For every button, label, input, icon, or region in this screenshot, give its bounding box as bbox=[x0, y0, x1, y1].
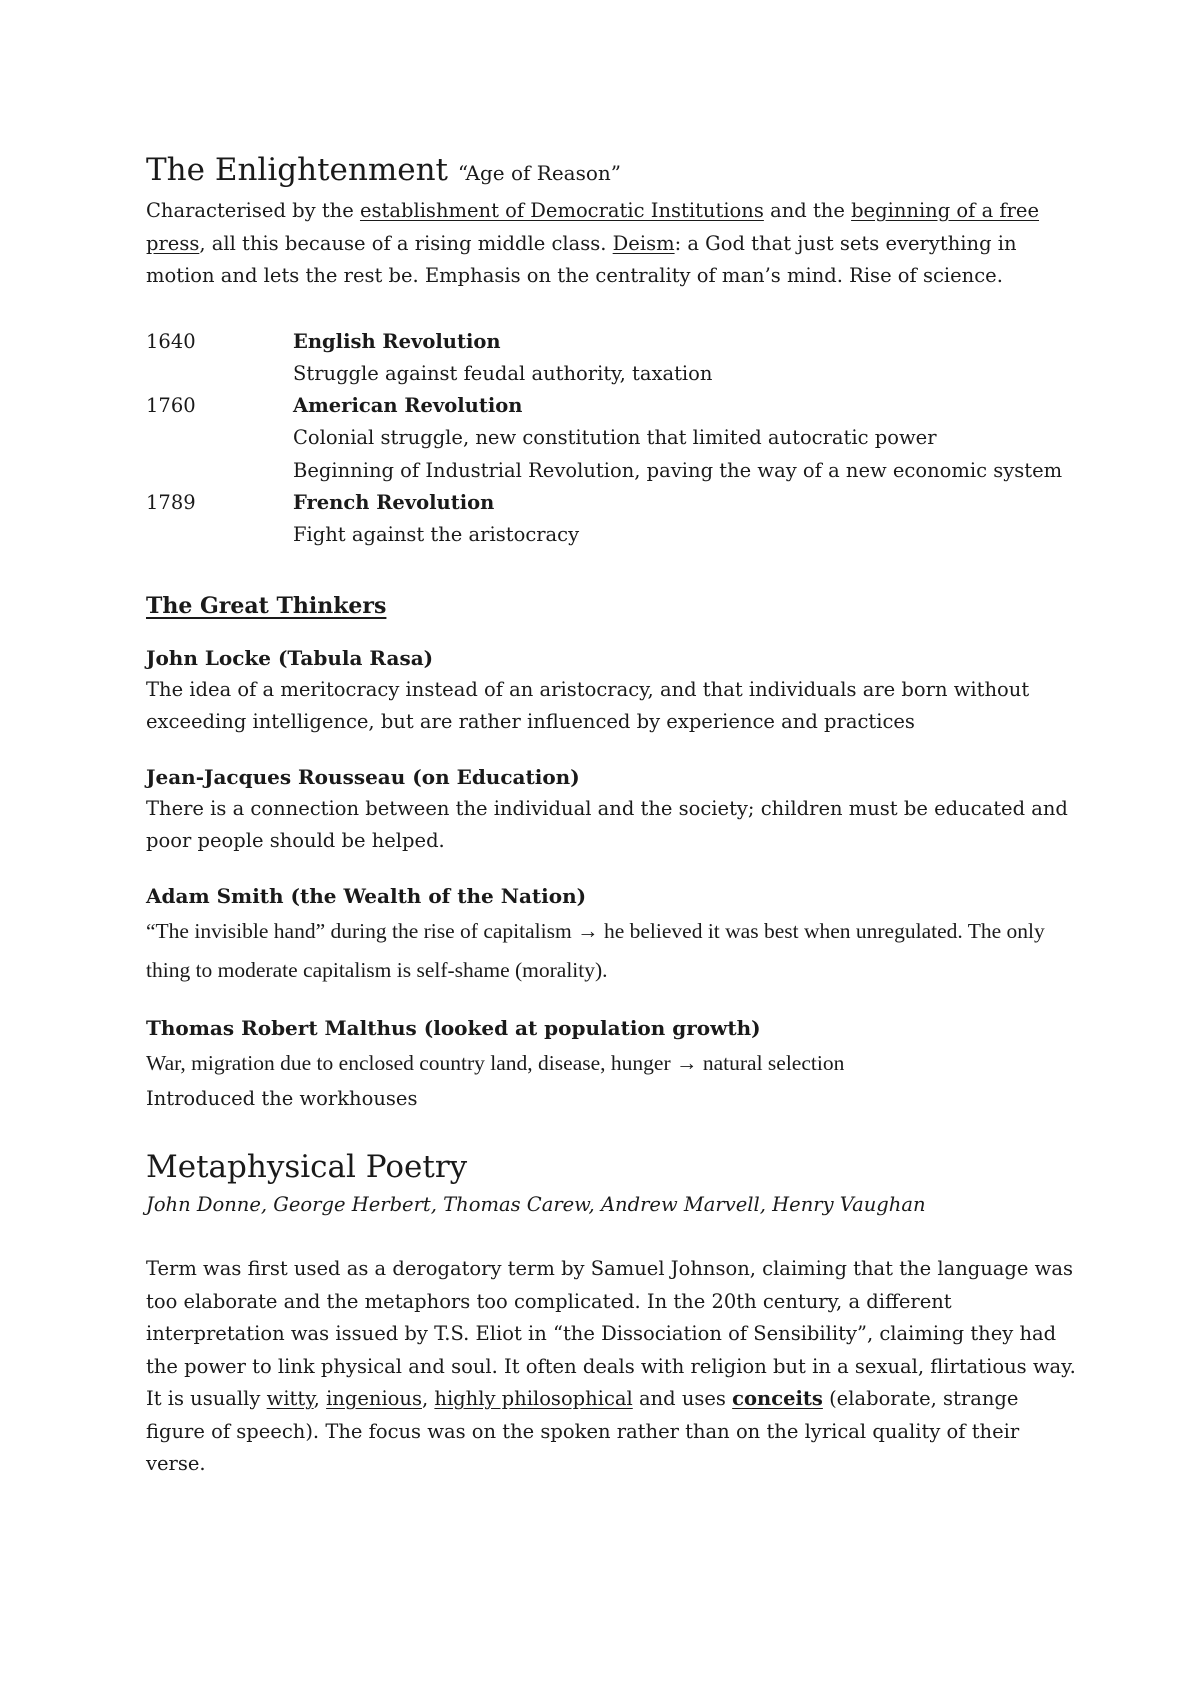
thinker-name-smith: Adam Smith (the Wealth of the Nation) bbox=[146, 883, 587, 908]
enlightenment-subtitle: “Age of Reason” bbox=[457, 161, 621, 185]
timeline-detail: Struggle against feudal authority, taxation bbox=[293, 361, 713, 385]
timeline-row bbox=[146, 455, 1076, 487]
meta-underline-philosophical: highly philosophical bbox=[434, 1387, 633, 1411]
timeline-row bbox=[146, 519, 1076, 551]
thinker-text-malthus-2: Introduced the workhouses bbox=[146, 1086, 418, 1110]
meta-text-1: Term was first used as a derogatory term by Samuel Johnson, claiming that the language was too elaborate and the metaphors too complicated. In the 20th century, a different interpretation was issued by T.S. Eliot in “the Dissociation of Sensibility”, claiming they had the power to link physical and soul. It often deals with religion but in a sexual, flirtatious way. It is usually bbox=[146, 1257, 1076, 1411]
timeline-detail: Beginning of Industrial Revolution, paving the way of a new economic system bbox=[293, 458, 1063, 482]
thinker-text-smith: “The invisible hand” during the rise of capitalism → he believed it was best when unregulated. The only thing to moderate capitalism is self-shame (morality). bbox=[146, 918, 1045, 982]
enlightenment-title: The Enlightenment bbox=[146, 152, 449, 188]
metaphysical-paragraph bbox=[146, 1253, 1076, 1481]
thinker-name-locke: John Locke (Tabula Rasa) bbox=[146, 645, 434, 670]
intro-underline-free-press: beginning of a free press bbox=[146, 199, 1040, 255]
timeline-row bbox=[146, 358, 1076, 390]
thinker-name-malthus: Thomas Robert Malthus (looked at population growth) bbox=[146, 1015, 761, 1040]
timeline-year: 1640 bbox=[146, 329, 196, 353]
metaphysical-poetry-heading: Metaphysical Poetry bbox=[146, 1149, 468, 1186]
metaphysical-authors: John Donne, George Herbert, Thomas Carew, Andrew Marvell, Henry Vaughan bbox=[146, 1193, 926, 1217]
timeline-detail: Colonial struggle, new constitution that limited autocratic power bbox=[293, 426, 937, 450]
timeline-event: French Revolution bbox=[293, 490, 495, 514]
thinker-text-locke: The idea of a meritocracy instead of an aristocracy, and that individuals are born without exceeding intelligence, but are rather influenced by experience and practices bbox=[146, 677, 1030, 734]
paragraph-spacer bbox=[146, 1221, 1076, 1253]
intro-text-3: , all this because of a rising middle class. bbox=[199, 231, 613, 255]
timeline-event: English Revolution bbox=[293, 329, 501, 353]
meta-text-4: and uses bbox=[632, 1387, 733, 1411]
intro-underline-democratic: establishment of Democratic Institutions bbox=[359, 199, 764, 222]
document-page bbox=[146, 148, 1076, 1481]
timeline-row bbox=[146, 487, 1076, 519]
meta-text-2: , bbox=[313, 1387, 327, 1411]
meta-underline-ingenious: ingenious bbox=[326, 1387, 422, 1411]
enlightenment-heading bbox=[146, 148, 1076, 195]
timeline-row bbox=[146, 422, 1076, 454]
thinker-name-rousseau: Jean-Jacques Rousseau (on Education) bbox=[146, 764, 580, 789]
meta-text-3: , bbox=[421, 1387, 435, 1411]
intro-text-4: : a God that just sets everything in motion and lets the rest be. Emphasis on the centrality of man’s mind. Rise of science. bbox=[146, 231, 1017, 287]
enlightenment-intro bbox=[146, 195, 1076, 293]
timeline-row bbox=[146, 390, 1076, 422]
meta-underline-conceits: conceits bbox=[732, 1387, 823, 1411]
meta-underline-witty: witty bbox=[266, 1387, 314, 1411]
revolution-timeline bbox=[146, 326, 1076, 552]
intro-text-2: and the bbox=[763, 199, 852, 222]
timeline-year: 1789 bbox=[146, 490, 196, 514]
timeline-year: 1760 bbox=[146, 394, 196, 418]
great-thinkers-heading: The Great Thinkers bbox=[146, 592, 387, 619]
timeline-year bbox=[146, 519, 293, 551]
intro-underline-deism: Deism bbox=[612, 231, 675, 255]
intro-text-1: Characterised by the bbox=[146, 199, 360, 222]
meta-text-5: (elaborate, strange figure of speech). The focus was on the spoken rather than on the lyrical quality of their verse. bbox=[146, 1387, 1020, 1476]
timeline-detail: Fight against the aristocracy bbox=[293, 523, 580, 547]
timeline-year bbox=[146, 455, 293, 487]
timeline-year bbox=[146, 358, 293, 390]
timeline-year bbox=[146, 422, 293, 454]
thinker-text-malthus: War, migration due to enclosed country land, disease, hunger → natural selection bbox=[146, 1050, 845, 1075]
timeline-row bbox=[146, 326, 1076, 358]
thinker-text-rousseau: There is a connection between the individual and the society; children must be educated and poor people should be helped. bbox=[146, 796, 1068, 853]
timeline-event: American Revolution bbox=[293, 394, 523, 418]
